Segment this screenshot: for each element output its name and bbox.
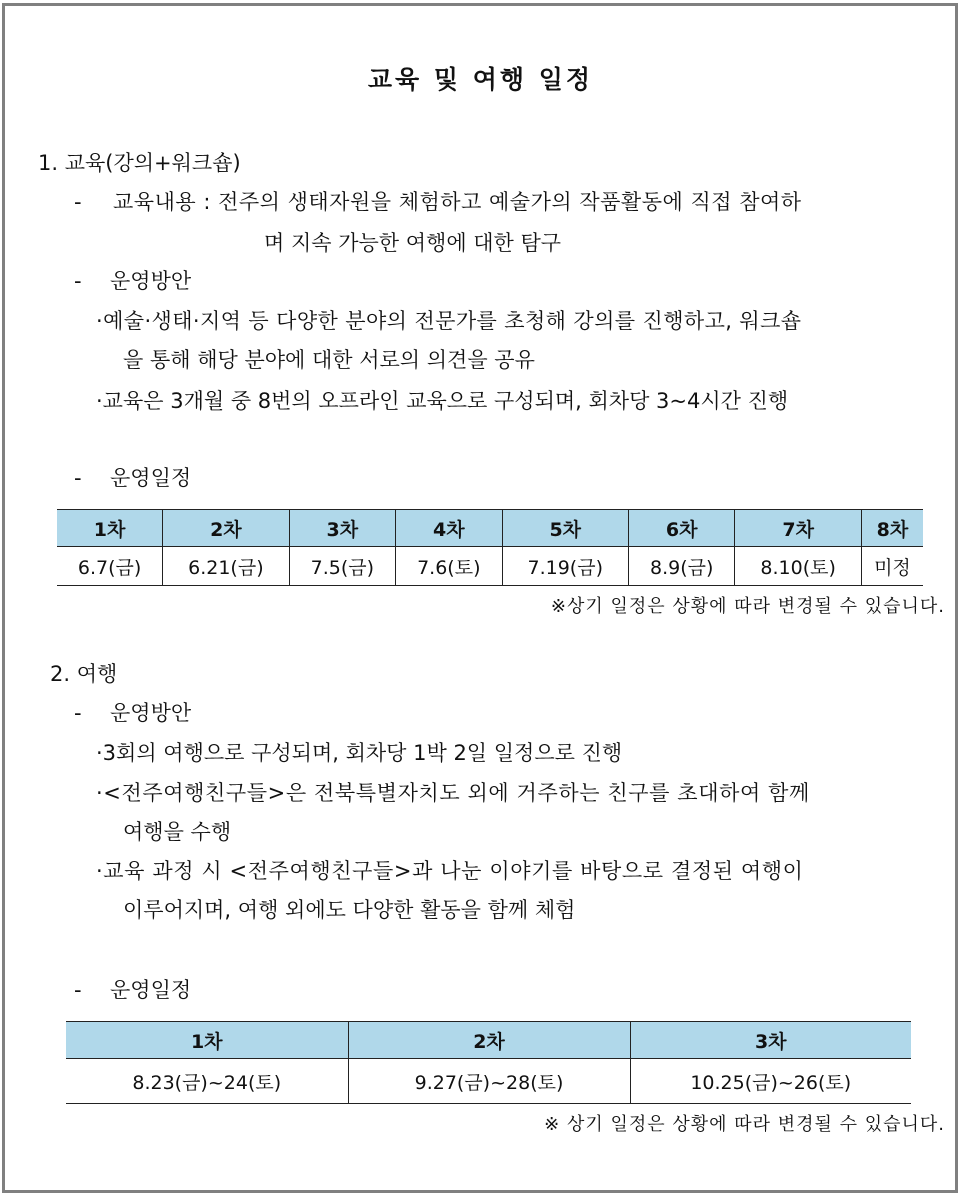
table-header-cell: 6차: [628, 510, 734, 547]
table-cell: 7.19(금): [502, 547, 628, 586]
table-row: [57, 547, 923, 586]
table-cell: 7.6(토): [396, 547, 502, 586]
table-header-cell: 3차: [630, 1022, 911, 1059]
table-header-cell: 7차: [735, 510, 861, 547]
table-cell: 6.21(금): [163, 547, 289, 586]
page-title: 교육 및 여행 일정: [367, 65, 594, 94]
section1-heading: 1. 교육(강의+워크숍): [38, 151, 241, 175]
table-header-cell: 1차: [57, 510, 163, 547]
table-header-row: [57, 510, 923, 547]
table-cell: 8.9(금): [628, 547, 734, 586]
table-row: [66, 1059, 911, 1104]
section1-method-label: 운영방안: [110, 269, 192, 293]
table-header-cell: 1차: [66, 1022, 348, 1059]
table-header-cell: 5차: [502, 510, 628, 547]
section2-bullet-2-line1: ·<전주여행친구들>은 전북특별자치도 외에 거주하는 친구를 초대하여 함께: [96, 781, 810, 805]
table-header-cell: 2차: [348, 1022, 630, 1059]
section2-schedule-dash: -: [74, 978, 82, 1002]
section2-heading: 2. 여행: [50, 662, 118, 686]
section1-schedule-note: ※상기 일정은 상황에 따라 변경될 수 있습니다.: [550, 596, 945, 617]
table-header-cell: 4차: [396, 510, 502, 547]
section2-bullet-1: ·3회의 여행으로 구성되며, 회차당 1박 2일 일정으로 진행: [96, 741, 623, 765]
table-cell: 8.23(금)~24(토): [66, 1059, 348, 1104]
section2-schedule-label: 운영일정: [110, 978, 192, 1002]
table-cell: 9.27(금)~28(토): [348, 1059, 630, 1104]
section1-method-dash: -: [74, 269, 82, 293]
section1-bullet-1-line1: ·예술·생태·지역 등 다양한 분야의 전문가를 초청해 강의를 진행하고, 워크숍: [96, 309, 802, 333]
table-header-cell: 8차: [861, 510, 923, 547]
section2-schedule-note: ※ 상기 일정은 상황에 따라 변경될 수 있습니다.: [544, 1114, 945, 1135]
section2-bullet-3-line2: 이루어지며, 여행 외에도 다양한 활동을 함께 체험: [123, 898, 576, 922]
section2-bullet-3-line1: ·교육 과정 시 <전주여행친구들>과 나눈 이야기를 바탕으로 결정된 여행이: [96, 859, 804, 883]
section1-content-line1: 교육내용 : 전주의 생태자원을 체험하고 예술가의 작품활동에 직접 참여하: [113, 190, 802, 214]
section1-bullet-2: ·교육은 3개월 중 8번의 오프라인 교육으로 구성되며, 회차당 3~4시간 진행: [96, 389, 789, 413]
section1-schedule-dash: -: [74, 466, 82, 490]
section2-bullet-2-line2: 여행을 수행: [123, 820, 232, 844]
section2-method-label: 운영방안: [110, 701, 192, 725]
education-schedule-table: [57, 509, 923, 586]
table-header-cell: 2차: [163, 510, 289, 547]
section2-method-dash: -: [74, 701, 82, 725]
table-header-row: [66, 1022, 911, 1059]
table-header-cell: 3차: [289, 510, 395, 547]
travel-schedule-table: [66, 1021, 911, 1104]
section1-schedule-label: 운영일정: [110, 466, 192, 490]
table-cell: 10.25(금)~26(토): [630, 1059, 911, 1104]
section1-content-dash: -: [74, 190, 82, 214]
table-cell: 8.10(토): [735, 547, 861, 586]
section1-content-line2: 며 지속 가능한 여행에 대한 탐구: [264, 231, 562, 255]
section1-bullet-1-line2: 을 통해 해당 분야에 대한 서로의 의견을 공유: [123, 348, 535, 372]
table-cell: 7.5(금): [289, 547, 395, 586]
table-cell: 미정: [861, 547, 923, 586]
table-cell: 6.7(금): [57, 547, 163, 586]
